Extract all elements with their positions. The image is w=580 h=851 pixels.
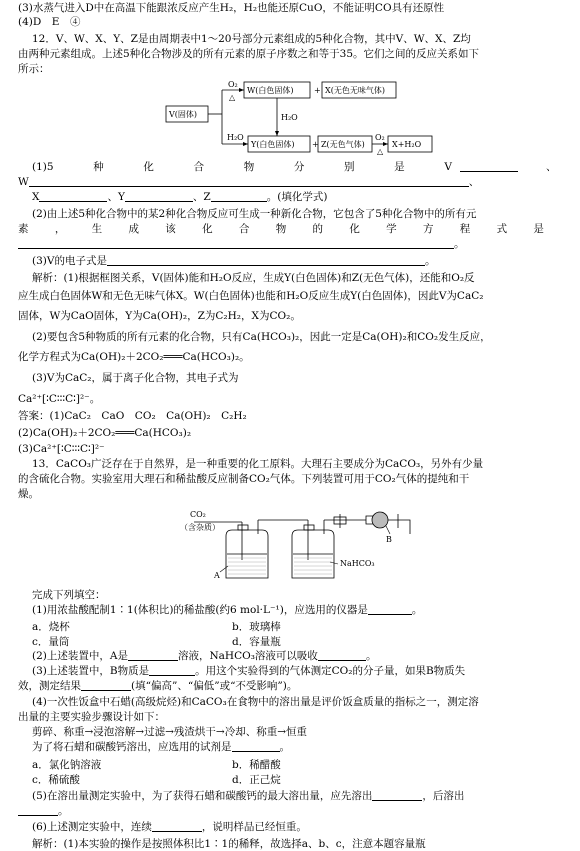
o2-label: O₂ <box>228 80 238 89</box>
text-line: W 、 <box>18 176 480 188</box>
question-12-stem: 12．V、W、X、Y、Z是由周期表中1～20号部分元素组成的5种化合物，其中V、W、X、Z均 <box>32 33 471 45</box>
answer-blank[interactable] <box>232 741 280 752</box>
explanation-line: 解析：(1)本实验的操作是按照体积比1∶1的稀释，故选择a、b、c，注意本题容量瓶 <box>32 838 426 850</box>
heat-symbol: △ <box>229 93 236 102</box>
box-y: Y(白色固体) <box>251 140 295 149</box>
option-b[interactable]: b．稀醋酸 <box>232 759 281 771</box>
plus-sign: + <box>312 140 319 149</box>
co2-inlet-label: CO₂ <box>190 510 206 519</box>
apparatus-diagram <box>180 502 420 582</box>
answer-blank[interactable] <box>318 650 366 661</box>
question-13-stem: 13．CaCO₃广泛存在于自然界，是一种重要的化工原料。大理石主要成分为CaCO₃，另外有少量 <box>32 458 484 470</box>
answer-blank[interactable] <box>81 680 131 691</box>
text-line: X 、Y 、Z 。(填化学式) <box>32 191 328 203</box>
explanation-line: 化学方程式为Ca(OH)₂＋2CO₂═══Ca(HCO₃)₂。 <box>18 351 250 363</box>
question-12-3: (3)V的电子式是 。 <box>32 255 436 267</box>
explanation-line: (2)要包含5种物质的所有元素的化合物，只有Ca(HCO₃)₂，因此一定是Ca(OH)₂和CO₂发生反应， <box>32 331 491 343</box>
option-a[interactable]: a．烧杯 <box>32 621 70 633</box>
box-x: X(无色无味气体) <box>325 86 385 95</box>
question-13-1: (1)用浓盐酸配制1∶1(体积比)的稀盐酸(约6 mol·L⁻¹)，应选用的仪器是 。 <box>32 604 423 616</box>
option-d[interactable]: d．正己烷 <box>232 774 281 786</box>
plus-sign: + <box>314 86 321 95</box>
impurity-label: （含杂质） <box>180 523 220 532</box>
text-line: 效，测定结果 (填“偏高”、“偏低”或“不受影响”)。 <box>18 680 298 692</box>
explanation-line: (3)V为CaC₂，属于离子化合物，其电子式为 <box>32 372 239 384</box>
heat-symbol: △ <box>377 147 384 156</box>
text-line: 为了将石蜡和碳酸钙溶出，应选用的试剂是 。 <box>32 741 290 753</box>
label-nahco3: NaHCO₃ <box>340 559 375 568</box>
answer-line: (3)Ca²⁺[∶C∶∶∶C∶]²⁻ <box>18 443 105 455</box>
box-w: W(白色固体) <box>247 86 294 95</box>
answer-line: 答案：(1)CaC₂ CaO CO₂ Ca(OH)₂ C₂H₂ <box>18 410 247 422</box>
answer-blank-electron[interactable] <box>107 255 425 266</box>
answer-blank-x[interactable] <box>39 191 107 202</box>
answer-blank[interactable] <box>368 604 412 615</box>
answer-blank[interactable] <box>149 665 195 676</box>
option-c[interactable]: c．量筒 <box>32 636 70 648</box>
question-12-2: (2)由上述5种化合物中的某2种化合物反应可生成一种新化合物，它包含了5种化合物中的所有元 <box>32 208 477 220</box>
text-line: 完成下列填空： <box>32 589 106 601</box>
answer-blank[interactable] <box>372 790 422 801</box>
answer-blank-y[interactable] <box>125 191 193 202</box>
question-13-4: (4)一次性饭盒中石蜡(高级烷烃)和CaCO₃在食物中的溶出量是评价饭盒质量的指标之一，测定溶 <box>32 696 479 708</box>
question-13-5: (5)在溶出量测定实验中，为了获得石蜡和碳酸钙的最大溶出量，应先溶出 ，后溶出 <box>32 790 465 802</box>
answer-blank-z[interactable] <box>211 191 267 202</box>
text-line: (3)水蒸气进入D中在高温下能跟浓反应产生H₂，H₂也能还原CuO，不能证明CO具有还原性 <box>18 2 445 14</box>
reaction-diagram <box>150 78 450 158</box>
text-line: 燥。 <box>18 488 39 500</box>
explanation-line: 解析：(1)根据框图关系，V(固体)能和H₂O反应，生成Y(白色固体)和Z(无色气体)，还能和O₂反 <box>32 272 475 284</box>
water-label: H₂O <box>227 133 244 142</box>
answer-blank[interactable] <box>152 821 202 832</box>
answer-blank-w[interactable] <box>29 176 469 187</box>
box-z: Z(无色气体) <box>321 140 365 149</box>
text-line: 的含硫化合物。实验室用大理石和稀盐酸反应制备CO₂气体。下列装置可用于CO₂气体的提纯和干 <box>18 473 470 485</box>
text-line: 。 <box>18 805 566 818</box>
electron-formula: Ca²⁺[∶C∶∶∶C∶]²⁻。 <box>18 393 101 405</box>
o2-label: O₂ <box>375 133 385 142</box>
text-line: (4)D E ④ <box>18 16 81 28</box>
explanation-line: 应生成白色固体W和无色无味气体X。W(白色固体)也能和H₂O反应生成Y(白色固体)，因此V为CaC₂ <box>18 290 484 302</box>
option-c[interactable]: c．稀硫酸 <box>32 774 80 786</box>
question-12-1: (1)5 种 化 合 物 分 别 是 V 、 <box>32 161 557 173</box>
answer-line: (2)Ca(OH)₂＋2CO₂═══Ca(HCO₃)₂ <box>18 427 192 439</box>
text-line: 剪碎、称重→浸泡溶解→过滤→残渣烘干→冷却、称重→恒重 <box>32 726 307 738</box>
text-line: 出量的主要实验步骤设计如下： <box>18 711 165 723</box>
option-a[interactable]: a．氯化钠溶液 <box>32 759 102 771</box>
text-line: 。 <box>18 238 566 251</box>
label-a: A <box>214 571 220 580</box>
water-label: H₂O <box>281 113 298 122</box>
option-d[interactable]: d．容量瓶 <box>232 636 281 648</box>
text-line: 由两种元素组成。上述5种化合物涉及的所有元素的原子序数之和等于35。它们之间的反应关系如下 <box>18 48 480 60</box>
explanation-line: 固体，W为CaO固体，Y为Ca(OH)₂，Z为C₂H₂，X为CO₂。 <box>18 310 301 322</box>
option-b[interactable]: b．玻璃棒 <box>232 621 281 633</box>
question-13-6: (6)上述测定实验中，连续 ，说明样品已经恒重。 <box>32 821 307 833</box>
box-v: V(固体) <box>169 110 198 119</box>
box-x-h2o: X+H₂O <box>392 140 422 149</box>
label-b: B <box>386 535 392 544</box>
answer-blank-v[interactable] <box>460 161 518 172</box>
question-13-3: (3)上述装置中，B物质是 。用这个实验得到的气体测定CO₂的分子量，如果B物质失 <box>32 665 466 677</box>
answer-blank[interactable] <box>18 805 58 816</box>
answer-blank-equation[interactable] <box>18 238 454 249</box>
answer-blank[interactable] <box>128 650 178 661</box>
question-13-2: (2)上述装置中，A是 溶液，NaHCO₃溶液可以吸收 。 <box>32 650 377 662</box>
text-line: 所示： <box>18 63 50 75</box>
text-line: 素 ， 生 成 该 化 合 物 的 化 学 方 程 式 是 <box>18 223 544 235</box>
